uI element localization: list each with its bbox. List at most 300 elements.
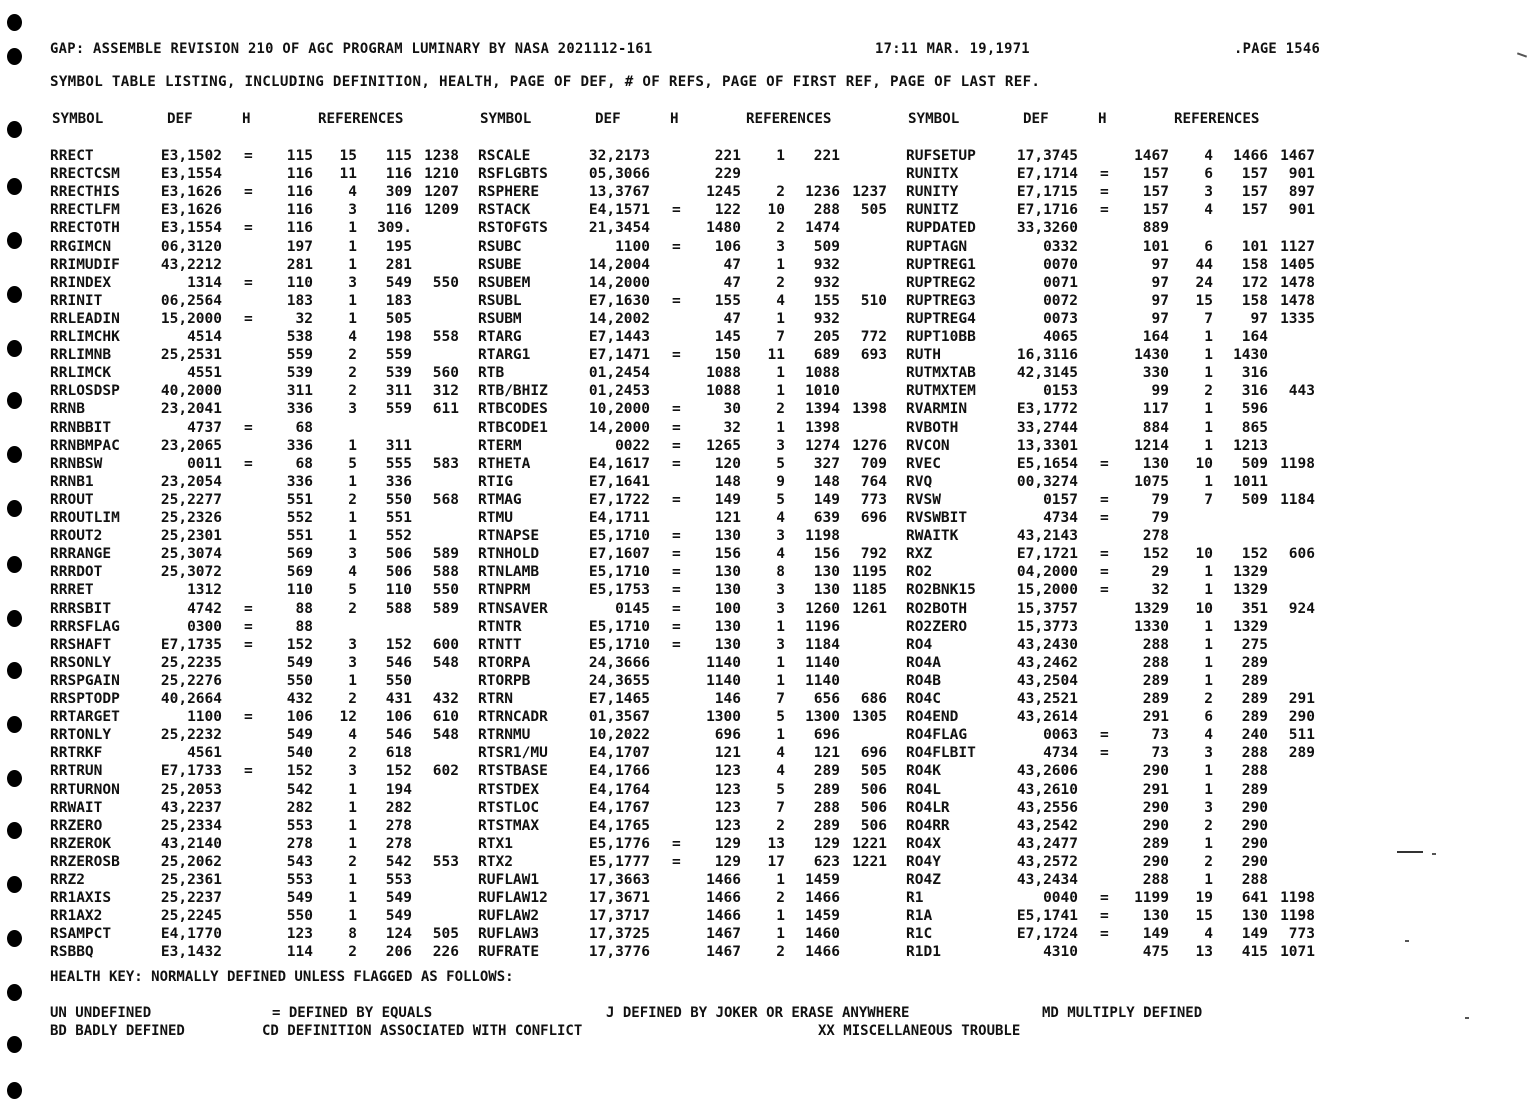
symbol-definition: 42,3145 [1016, 365, 1078, 382]
symbol-first-ref: 549 [385, 274, 412, 291]
symbol-last-ref: 1210 [424, 166, 459, 183]
symbol-definition: E7,1715 [1016, 184, 1078, 201]
symbol-ref-count: 2 [348, 600, 357, 617]
symbol-definition: E4,1770 [160, 926, 222, 943]
symbol-last-ref: 773 [860, 491, 887, 508]
symbol-def-page: 551 [286, 491, 313, 508]
symbol-def-page: 115 [286, 148, 313, 164]
column-header-group [50, 111, 470, 128]
table-row [0, 239, 1530, 256]
symbol-first-ref: 288 [813, 202, 840, 219]
symbol-entry [50, 637, 475, 654]
header-timestamp: 17:11 MAR. 19,1971 [875, 41, 1030, 57]
symbol-definition: 32,2173 [588, 148, 650, 164]
symbol-last-ref: 558 [432, 329, 459, 345]
symbol-def-page: 290 [1142, 817, 1169, 834]
symbol-definition: E7,1721 [1016, 546, 1078, 563]
symbol-entry [478, 926, 903, 943]
symbol-entry [50, 383, 475, 400]
symbol-last-ref: 568 [432, 491, 459, 508]
symbol-def-page: 550 [286, 672, 313, 689]
symbol-name: RO4FLBIT [906, 745, 976, 762]
symbol-last-ref: 1198 [1280, 908, 1315, 925]
symbol-ref-count: 1 [348, 817, 357, 834]
symbol-name: RRZEROK [50, 835, 112, 852]
symbol-entry [50, 691, 475, 708]
symbol-ref-count: 4 [348, 329, 357, 345]
symbol-name: RTNAPSE [478, 528, 540, 545]
symbol-name: RTIG [478, 473, 513, 490]
symbol-health: = [244, 618, 253, 635]
symbol-definition: 01,3567 [588, 709, 650, 726]
symbol-health: = [244, 148, 253, 164]
symbol-first-ref: 194 [385, 781, 412, 798]
symbol-name: RUNITX [906, 166, 959, 183]
symbol-def-page: 97 [1151, 310, 1169, 327]
symbol-definition: 17,3745 [1016, 148, 1078, 164]
symbol-entry [478, 691, 903, 708]
table-row [0, 800, 1530, 817]
symbol-definition: 0073 [1043, 310, 1078, 327]
symbol-definition: 17,3671 [588, 890, 650, 907]
symbol-entry [50, 619, 475, 636]
symbol-definition: 40,2664 [160, 691, 222, 707]
symbol-entry [50, 709, 475, 726]
symbol-definition: 23,2041 [160, 401, 222, 418]
symbol-name: RRSONLY [50, 654, 112, 671]
symbol-name: RUFLAW12 [478, 890, 548, 907]
table-row [0, 257, 1530, 274]
table-row [0, 926, 1530, 943]
symbol-ref-count: 3 [776, 582, 785, 599]
symbol-name: RRLEADIN [50, 310, 120, 327]
symbol-definition: E3,1626 [160, 202, 222, 219]
symbol-name: RO2BOTH [906, 600, 968, 617]
symbol-def-page: 1467 [706, 944, 741, 961]
symbol-last-ref: 589 [432, 600, 459, 617]
symbol-health: = [244, 220, 253, 237]
table-row [0, 745, 1530, 762]
symbol-definition: 21,3454 [588, 220, 650, 237]
symbol-def-page: 539 [286, 365, 313, 382]
symbol-definition: E4,1571 [588, 202, 650, 219]
table-row [0, 890, 1530, 907]
symbol-name: RO2BNK15 [906, 582, 976, 599]
symbol-health: = [672, 347, 681, 364]
symbol-ref-count: 2 [776, 401, 785, 418]
symbol-definition: 01,2453 [588, 383, 650, 400]
symbol-first-ref: 1398 [805, 419, 840, 436]
symbol-name: RRSHAFT [50, 636, 112, 653]
margin-hole [7, 14, 22, 31]
symbol-def-page: 47 [723, 256, 741, 273]
symbol-health: = [672, 618, 681, 635]
symbol-definition: E4,1767 [588, 799, 650, 816]
symbol-name: RTB [478, 365, 505, 382]
column-header-def: DEF [595, 111, 621, 127]
symbol-ref-count: 1 [348, 220, 357, 237]
symbol-ref-count: 7 [1204, 491, 1213, 508]
symbol-last-ref: 1276 [852, 437, 887, 454]
symbol-definition: 43,2556 [1016, 799, 1078, 816]
symbol-entry [906, 944, 1331, 961]
symbol-entry [50, 293, 475, 310]
symbol-name: RSUBE [478, 256, 522, 273]
health-key-joker: J DEFINED BY JOKER OR ERASE ANYWHERE [606, 1005, 910, 1021]
symbol-entry [478, 836, 903, 853]
symbol-first-ref: 195 [385, 238, 412, 255]
symbol-first-ref: 932 [813, 256, 840, 273]
symbol-last-ref: 432 [432, 691, 459, 707]
symbol-first-ref: 1236 [805, 184, 840, 201]
symbol-name: R1D1 [906, 944, 941, 961]
symbol-first-ref: 689 [813, 347, 840, 364]
symbol-ref-count: 1 [348, 292, 357, 309]
symbol-definition: E5,1753 [588, 582, 650, 599]
symbol-definition: 25,2531 [160, 347, 222, 364]
symbol-definition: 43,2143 [1016, 528, 1078, 545]
table-row [0, 202, 1530, 219]
symbol-first-ref: 97 [1250, 310, 1268, 327]
symbol-definition: 4737 [187, 419, 222, 436]
symbol-name: RRECTHIS [50, 184, 120, 201]
symbol-definition: E5,1710 [588, 636, 650, 653]
symbol-definition: 43,2212 [160, 256, 222, 273]
symbol-name: RUTMXTAB [906, 365, 976, 382]
symbol-last-ref: 901 [1288, 202, 1315, 219]
symbol-health: = [244, 600, 253, 617]
symbol-name: RRRSFLAG [50, 618, 120, 635]
symbol-def-page: 157 [1142, 166, 1169, 183]
symbol-ref-count: 3 [348, 401, 357, 418]
margin-hole [7, 48, 22, 65]
symbol-first-ref: 316 [1241, 383, 1268, 400]
health-key-xx: XX MISCELLANEOUS TROUBLE [818, 1023, 1021, 1039]
symbol-definition: 00,3274 [1016, 473, 1078, 490]
symbol-entry [50, 257, 475, 274]
column-header-group [478, 111, 898, 128]
symbol-first-ref: 596 [1241, 401, 1268, 418]
symbol-def-page: 551 [286, 528, 313, 545]
symbol-definition: 4551 [187, 365, 222, 382]
symbol-definition: 43,2610 [1016, 781, 1078, 798]
symbol-ref-count: 3 [348, 202, 357, 219]
symbol-definition: E3,1626 [160, 184, 222, 201]
symbol-name: RO2ZERO [906, 618, 968, 635]
symbol-entry [50, 854, 475, 871]
symbol-name: RRINDEX [50, 274, 112, 291]
symbol-ref-count: 1 [776, 365, 785, 382]
symbol-definition: E5,1776 [588, 835, 650, 852]
symbol-def-page: 121 [714, 745, 741, 762]
symbol-entry [478, 655, 903, 672]
symbol-def-page: 552 [286, 510, 313, 526]
symbol-name: RO4X [906, 835, 941, 852]
symbol-name: R1 [906, 890, 924, 907]
symbol-definition: E4,1711 [588, 510, 650, 526]
symbol-first-ref: 1466 [805, 890, 840, 907]
symbol-first-ref: 121 [813, 745, 840, 762]
symbol-ref-count: 4 [348, 727, 357, 744]
symbol-def-page: 32 [295, 310, 313, 327]
symbol-definition: 06,2564 [160, 292, 222, 309]
symbol-name: RWAITK [906, 528, 959, 545]
column-header-h: H [242, 111, 251, 127]
symbol-last-ref: 312 [432, 383, 459, 400]
symbol-last-ref: 583 [432, 455, 459, 472]
symbol-def-page: 106 [286, 709, 313, 726]
symbol-def-page: 97 [1151, 292, 1169, 309]
symbol-entry [478, 528, 903, 545]
symbol-entry [478, 438, 903, 455]
symbol-entry [906, 782, 1331, 799]
symbol-health: = [1100, 491, 1109, 508]
health-key-un: UN UNDEFINED [50, 1005, 152, 1021]
symbol-def-page: 116 [286, 166, 313, 183]
table-row [0, 365, 1530, 382]
symbol-first-ref: 282 [385, 799, 412, 816]
symbol-def-page: 290 [1142, 853, 1169, 870]
symbol-last-ref: 901 [1288, 166, 1315, 183]
symbol-definition: E5,1710 [588, 618, 650, 635]
symbol-first-ref: 288 [1241, 745, 1268, 762]
symbol-ref-count: 2 [348, 853, 357, 870]
table-row [0, 275, 1530, 292]
symbol-name: RTRNCADR [478, 709, 548, 726]
symbol-ref-count: 2 [776, 890, 785, 907]
symbol-name: RRSPTODP [50, 691, 120, 707]
symbol-entry [906, 691, 1331, 708]
symbol-first-ref: 1329 [1233, 582, 1268, 599]
symbol-entry [906, 601, 1331, 618]
symbol-first-ref: 152 [1241, 546, 1268, 563]
symbol-ref-count: 15 [1195, 292, 1213, 309]
symbol-entry [906, 890, 1331, 907]
symbol-first-ref: 240 [1241, 727, 1268, 744]
symbol-ref-count: 5 [776, 455, 785, 472]
symbol-ref-count: 1 [348, 510, 357, 526]
symbol-name: RTBCODES [478, 401, 548, 418]
symbol-last-ref: 506 [860, 781, 887, 798]
symbol-name: RRZ2 [50, 872, 85, 888]
symbol-def-page: 229 [714, 166, 741, 183]
symbol-entry [478, 311, 903, 328]
symbol-entry [50, 908, 475, 925]
symbol-first-ref: 289 [1241, 781, 1268, 798]
margin-hole [7, 1082, 22, 1099]
symbol-def-page: 149 [1142, 926, 1169, 943]
symbol-first-ref: 172 [1241, 274, 1268, 291]
symbol-entry [50, 438, 475, 455]
symbol-name: RROUTLIM [50, 510, 120, 526]
symbol-def-page: 130 [1142, 908, 1169, 925]
symbol-first-ref: 183 [385, 292, 412, 309]
symbol-name: RUFLAW1 [478, 872, 540, 888]
symbol-name: RSAMPCT [50, 926, 112, 943]
symbol-ref-count: 1 [776, 926, 785, 943]
symbol-entry [906, 329, 1331, 346]
symbol-definition: E7,1724 [1016, 926, 1078, 943]
symbol-first-ref: 101 [1241, 238, 1268, 255]
symbol-first-ref: 157 [1241, 184, 1268, 201]
symbol-entry [906, 492, 1331, 509]
symbol-entry [50, 601, 475, 618]
symbol-first-ref: 506 [385, 546, 412, 563]
symbol-entry [50, 401, 475, 418]
symbol-definition: E7,1630 [588, 292, 650, 309]
symbol-def-page: 1300 [706, 709, 741, 726]
symbol-name: RTX1 [478, 835, 513, 852]
symbol-def-page: 79 [1151, 510, 1169, 526]
symbol-entry [50, 836, 475, 853]
symbol-ref-count: 1 [1204, 401, 1213, 418]
symbol-name: RRGIMCN [50, 238, 112, 255]
symbol-health: = [672, 401, 681, 418]
symbol-ref-count: 3 [1204, 745, 1213, 762]
symbol-ref-count: 2 [1204, 383, 1213, 400]
symbol-definition: 25,3072 [160, 564, 222, 581]
column-header-references: REFERENCES [318, 111, 404, 127]
column-header-symbol: SYMBOL [908, 111, 960, 127]
symbol-definition: E7,1735 [160, 636, 222, 653]
symbol-first-ref: 865 [1241, 419, 1268, 436]
symbol-entry [50, 818, 475, 835]
symbol-name: RUPTREG2 [906, 274, 976, 291]
symbol-first-ref: 549 [385, 908, 412, 925]
symbol-health: = [1100, 745, 1109, 762]
symbol-health: = [1100, 166, 1109, 183]
symbol-name: RRZERO [50, 817, 103, 834]
symbol-definition: E3,1502 [160, 148, 222, 164]
symbol-health: = [672, 491, 681, 508]
health-key-bd: BD BADLY DEFINED [50, 1023, 185, 1039]
symbol-last-ref: 510 [860, 292, 887, 309]
symbol-def-page: 152 [286, 636, 313, 653]
symbol-entry [50, 510, 475, 527]
symbol-ref-count: 1 [1204, 654, 1213, 671]
symbol-def-page: 123 [714, 781, 741, 798]
symbol-def-page: 32 [723, 419, 741, 436]
symbol-last-ref: 589 [432, 546, 459, 563]
symbol-ref-count: 2 [348, 383, 357, 400]
symbol-last-ref: 600 [432, 636, 459, 653]
symbol-name: RRTARGET [50, 709, 120, 726]
table-row [0, 347, 1530, 364]
symbol-first-ref: 309. [377, 220, 412, 237]
symbol-def-page: 1265 [706, 437, 741, 454]
table-row [0, 456, 1530, 473]
symbol-ref-count: 4 [776, 292, 785, 309]
symbol-def-page: 1430 [1134, 347, 1169, 364]
symbol-ref-count: 1 [348, 473, 357, 490]
symbol-entry [478, 347, 903, 364]
symbol-first-ref: 316 [1241, 365, 1268, 382]
symbol-first-ref: 415 [1241, 944, 1268, 961]
symbol-last-ref: 548 [432, 727, 459, 744]
symbol-definition: 4310 [1043, 944, 1078, 961]
symbol-health: = [672, 636, 681, 653]
symbol-ref-count: 19 [1195, 890, 1213, 907]
symbol-entry [906, 383, 1331, 400]
symbol-first-ref: 164 [1241, 329, 1268, 345]
symbol-def-page: 1480 [706, 220, 741, 237]
symbol-last-ref: 1195 [852, 564, 887, 581]
symbol-definition: 0063 [1043, 727, 1078, 744]
symbol-entry [906, 673, 1331, 690]
symbol-entry [50, 420, 475, 437]
symbol-name: RUFLAW2 [478, 908, 540, 925]
symbol-def-page: 538 [286, 329, 313, 345]
symbol-ref-count: 1 [776, 908, 785, 925]
table-row [0, 944, 1530, 961]
symbol-ref-count: 13 [1195, 944, 1213, 961]
symbol-entry [906, 800, 1331, 817]
symbol-first-ref: 1198 [805, 528, 840, 545]
symbol-first-ref: 130 [1241, 908, 1268, 925]
symbol-health: = [244, 455, 253, 472]
symbol-entry [478, 148, 903, 165]
symbol-entry [50, 926, 475, 943]
symbol-name: RTARG [478, 329, 522, 345]
symbol-entry [478, 239, 903, 256]
symbol-name: RRTRUN [50, 763, 103, 780]
symbol-definition: 13,3301 [1016, 437, 1078, 454]
symbol-definition: E7,1443 [588, 329, 650, 345]
symbol-health: = [1100, 564, 1109, 581]
symbol-first-ref: 509 [813, 238, 840, 255]
symbol-name: RRNBSW [50, 455, 103, 472]
symbol-definition: E7,1471 [588, 347, 650, 364]
health-key-cd: CD DEFINITION ASSOCIATED WITH CONFLICT [262, 1023, 583, 1039]
health-key-equals: = DEFINED BY EQUALS [272, 1005, 433, 1021]
symbol-ref-count: 6 [1204, 238, 1213, 255]
symbol-ref-count: 1 [776, 148, 785, 164]
symbol-first-ref: 555 [385, 455, 412, 472]
symbol-definition: 43,2521 [1016, 691, 1078, 707]
symbol-last-ref: 1207 [424, 184, 459, 201]
symbol-entry [906, 709, 1331, 726]
symbol-ref-count: 1 [1204, 672, 1213, 689]
symbol-name: RTSTDEX [478, 781, 540, 798]
symbol-first-ref: 336 [385, 473, 412, 490]
symbol-def-page: 569 [286, 546, 313, 563]
symbol-entry [478, 220, 903, 237]
symbol-name: RSCALE [478, 148, 531, 164]
symbol-entry [50, 239, 475, 256]
symbol-last-ref: 1198 [1280, 890, 1315, 907]
symbol-last-ref: 506 [860, 817, 887, 834]
symbol-def-page: 146 [714, 691, 741, 707]
symbol-first-ref: 1011 [1233, 473, 1268, 490]
symbol-definition: E5,1654 [1016, 455, 1078, 472]
symbol-def-page: 68 [295, 455, 313, 472]
symbol-name: RSBBQ [50, 944, 94, 961]
symbol-health: = [244, 184, 253, 201]
symbol-def-page: 281 [286, 256, 313, 273]
symbol-last-ref: 792 [860, 546, 887, 563]
symbol-entry [906, 347, 1331, 364]
symbol-name: RO4LR [906, 799, 950, 816]
symbol-ref-count: 3 [348, 636, 357, 653]
symbol-entry [478, 854, 903, 871]
symbol-def-page: 73 [1151, 745, 1169, 762]
symbol-last-ref: 548 [432, 654, 459, 671]
symbol-definition: 04,2000 [1016, 564, 1078, 581]
symbol-ref-count: 5 [776, 781, 785, 798]
symbol-health: = [672, 600, 681, 617]
symbol-entry [50, 745, 475, 762]
symbol-name: RTSTMAX [478, 817, 540, 834]
